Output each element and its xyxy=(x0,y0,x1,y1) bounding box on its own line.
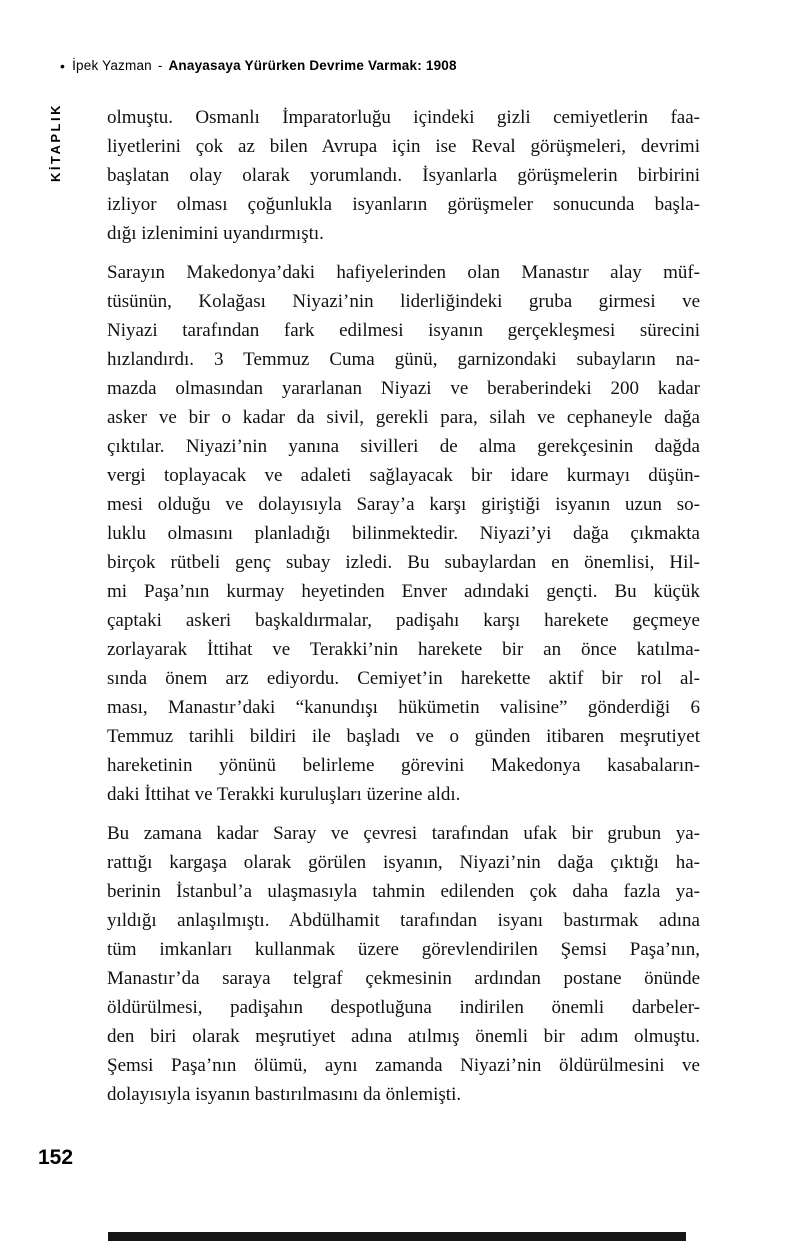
text-line: öldürülmesi, padişahın despotluğuna indirilen önemli darbeler- xyxy=(107,997,700,1018)
text-line: Niyazi tarafından fark edilmesi isyanın gerçekleşmesi sürecini xyxy=(107,320,700,341)
text-line: mazda olmasından yararlanan Niyazi ve beraberindeki 200 kadar xyxy=(107,378,700,399)
page-number: 152 xyxy=(38,1146,74,1169)
text-line: luklu olmasını planladığı bilinmektedir. Niyazi’yi dağa çıkmakta xyxy=(107,523,700,544)
text-line: Bu zamana kadar Saray ve çevresi tarafından ufak bir grubun ya- xyxy=(107,823,700,844)
page-edge-shadow xyxy=(108,1232,686,1241)
text-line: sında önem arz ediyordu. Cemiyet’in harekette aktif bir rol al- xyxy=(107,668,700,689)
text-line: rattığı kargaşa olarak görülen isyanın, Niyazi’nin dağa çıktığı ha- xyxy=(107,852,700,873)
text-line: dığı izlenimini uyandırmıştı. xyxy=(107,223,324,244)
text-line: asker ve bir o kadar da sivil, gerekli para, silah ve cephaneyle dağa xyxy=(107,407,700,428)
text-line: Temmuz tarihli bildiri ile başladı ve o günden itibaren meşrutiyet xyxy=(107,726,700,747)
text-line: çıktılar. Niyazi’nin yanına sivilleri de alma gerekçesinin dağda xyxy=(107,436,700,457)
text-line: Sarayın Makedonya’daki hafiyelerinden olan Manastır alay müf- xyxy=(107,262,700,283)
running-header xyxy=(60,58,457,74)
text-line: hızlandırdı. 3 Temmuz Cuma günü, garnizondaki subayların na- xyxy=(107,349,700,370)
paragraph xyxy=(107,103,700,248)
text-line: dolayısıyla isyanın bastırılmasını da önlemişti. xyxy=(107,1084,462,1105)
text-line: vergi toplayacak ve adaleti sağlayacak bir idare kurmayı düşün- xyxy=(107,465,700,486)
text-line: liyetlerini çok az bilen Avrupa için ise Reval görüşmeleri, devrimi xyxy=(107,136,700,157)
text-line: çaptaki askeri başkaldırmalar, padişahı karşı harekete geçmeye xyxy=(107,610,700,631)
paragraph xyxy=(107,258,700,809)
text-line: den biri olarak meşrutiyet adına atılmış önemli bir adım olmuştu. xyxy=(107,1026,700,1047)
text-line: berinin İstanbul’a ulaşmasıyla tahmin edilenden çok daha fazla ya- xyxy=(107,881,700,902)
paragraph xyxy=(107,819,700,1109)
section-label-kitaplik: KİTAPLIK xyxy=(48,103,63,182)
text-line: yıldığı anlaşılmıştı. Abdülhamit tarafından isyanı bastırmak adına xyxy=(107,910,700,931)
text-line: Manastır’da saraya telgraf çekmesinin ardından postane önünde xyxy=(107,968,700,989)
text-line: zorlayarak İttihat ve Terakki’nin harekete bir an önce katılma- xyxy=(107,639,700,660)
header-book-title: Anayasaya Yürürken Devrime Varmak: 1908 xyxy=(168,58,457,73)
text-line: mesi olduğu ve dolayısıyla Saray’a karşı giriştiği isyanın uzun so- xyxy=(107,494,700,515)
bullet-icon: • xyxy=(60,58,66,74)
text-line: ması, Manastır’daki “kanundışı hükümetin valisine” gönderdiği 6 xyxy=(107,697,700,718)
text-line: hareketinin yönünü belirleme görevini Makedonya kasabaların- xyxy=(107,755,700,776)
header-author: İpek Yazman xyxy=(72,58,152,73)
text-line: Şemsi Paşa’nın ölümü, aynı zamanda Niyazi’nin öldürülmesini ve xyxy=(107,1055,700,1076)
text-line: daki İttihat ve Terakki kuruluşları üzerine aldı. xyxy=(107,784,461,805)
text-line: izliyor olması çoğunlukla isyanların görüşmeler sonucunda başla- xyxy=(107,194,700,215)
text-line: tüsünün, Kolağası Niyazi’nin liderliğindeki gruba girmesi ve xyxy=(107,291,700,312)
text-line: başlatan olay olarak yorumlandı. İsyanlarla görüşmelerin birbirini xyxy=(107,165,700,186)
text-line: tüm imkanları kullanmak üzere görevlendirilen Şemsi Paşa’nın, xyxy=(107,939,700,960)
header-separator: - xyxy=(157,58,163,73)
body-text xyxy=(107,103,700,1119)
text-line: birçok rütbeli genç subay izledi. Bu subaylardan en önemlisi, Hil- xyxy=(107,552,700,573)
text-line: olmuştu. Osmanlı İmparatorluğu içindeki gizli cemiyetlerin faa- xyxy=(107,107,700,128)
text-line: mi Paşa’nın kurmay heyetinden Enver adındaki gençti. Bu küçük xyxy=(107,581,700,602)
